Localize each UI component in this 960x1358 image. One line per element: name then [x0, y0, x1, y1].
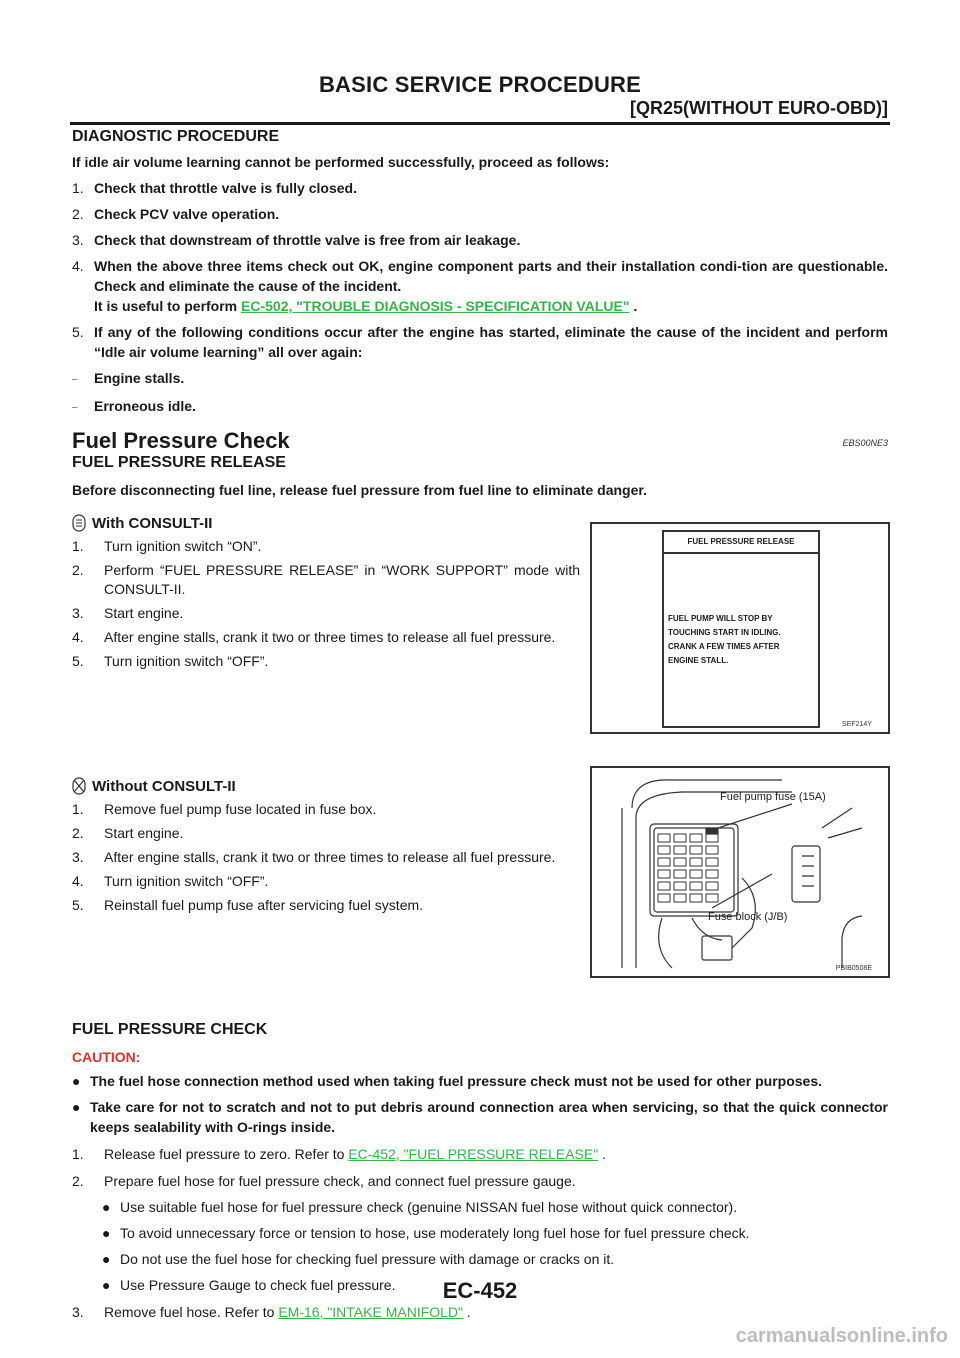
fuse-block-illustration [592, 768, 888, 976]
fuel-pressure-release-link[interactable]: EC-452, "FUEL PRESSURE RELEASE" [348, 1146, 599, 1162]
with-consult-step: 3. Start engine. [72, 605, 184, 621]
diag-step: 2. Check PCV valve operation. [72, 206, 280, 222]
watermark: carmanualsonline.info [735, 1325, 948, 1347]
consult-screen [662, 530, 820, 728]
bullet-icon: ● [102, 1199, 111, 1215]
without-consult-step: 4. Turn ignition switch “OFF”. [72, 873, 269, 889]
caution-item: ● Take care for not to scratch and not to put debris around connection area when servicing, so that the quick connector keeps sealability with O-rings inside. [72, 1099, 888, 1135]
page-header-title: BASIC SERVICE PROCEDURE [318, 72, 642, 97]
hose-bullet: ● Do not use the fuel hose for checking fuel pressure with damage or cracks on it. [102, 1251, 615, 1267]
diag-step: 5. If any of the following conditions occur after the engine has started, eliminate the cause of the incident and perform “Idle air volume learning” all over again: [72, 324, 888, 360]
diag-step: 1. Check that throttle valve is fully closed. [72, 180, 357, 196]
diagnostic-intro: If idle air volume learning cannot be performed successfully, proceed as follows: [72, 154, 610, 170]
figure-code: SEF214Y [842, 721, 872, 728]
with-consult-step: 4. After engine stalls, crank it two or three times to release all fuel pressure. [72, 629, 556, 645]
dash-marker: – [72, 374, 78, 385]
fuse-block-label: Fuse block (J/B) [708, 911, 788, 923]
without-consult-step: 2. Start engine. [72, 825, 184, 841]
caution-label: CAUTION: [72, 1049, 141, 1065]
condition-item: – Erroneous idle. [72, 396, 888, 418]
trouble-diagnosis-link[interactable]: EC-502, "TROUBLE DIAGNOSIS - SPECIFICATION VALUE" [241, 298, 630, 314]
page-number: EC-452 [442, 1278, 518, 1303]
check-step: 3. Remove fuel hose. Refer to EM-16, "INTAKE MANIFOLD" . [72, 1304, 471, 1320]
without-consult-step: 3. After engine stalls, crank it two or three times to release all fuel pressure. [72, 849, 556, 865]
diagnostic-procedure-heading: DIAGNOSTIC PROCEDURE [72, 128, 280, 145]
fuel-pressure-check-heading-row [72, 428, 888, 454]
hose-bullet: ● To avoid unnecessary force or tension to hose, use moderately long fuel hose for fuel pressure check. [102, 1225, 750, 1241]
no-consult-tool-icon [72, 777, 86, 795]
reference-code: EBS00NE3 [842, 438, 888, 448]
bullet-icon: ● [72, 1073, 81, 1089]
bullet-icon: ● [102, 1277, 111, 1293]
caution-item: ● The fuel hose connection method used when taking fuel pressure check must not be used for other purposes. [72, 1073, 823, 1089]
consult-screen-message: FUEL PUMP WILL STOP BY TOUCHING START IN IDLING. CRANK A FEW TIMES AFTER ENGINE STALL. [668, 614, 781, 665]
fuse-block-figure [590, 766, 890, 978]
consult-tool-icon [72, 514, 86, 532]
without-consult-step: 1. Remove fuel pump fuse located in fuse box. [72, 801, 377, 817]
bullet-icon: ● [72, 1099, 81, 1115]
with-consult-step: 1. Turn ignition switch “ON”. [72, 538, 262, 554]
check-step: 1. Release fuel pressure to zero. Refer to EC-452, "FUEL PRESSURE RELEASE" . [72, 1146, 606, 1162]
figure-code: PBIB0508E [835, 965, 872, 972]
fuel-pressure-release-heading: FUEL PRESSURE RELEASE [72, 454, 286, 471]
with-consult-step: 2. Perform “FUEL PRESSURE RELEASE” in “WORK SUPPORT” mode with CONSULT-II. [72, 562, 580, 597]
fuel-pump-fuse-label: Fuel pump fuse (15A) [720, 791, 826, 803]
with-consult-heading: With CONSULT-II [72, 514, 888, 532]
diag-step: 4. When the above three items check out OK, engine component parts and their installation condi-tion are questionable. Check and eliminate the cause of the incident. It is useful to perform EC-502, "TROUBLE DIAGNOSIS - SPECIFICATION VALUE" . [72, 258, 888, 314]
check-step: 2. Prepare fuel hose for fuel pressure check, and connect fuel pressure gauge. [72, 1173, 576, 1189]
release-intro: Before disconnecting fuel line, release fuel pressure from fuel line to eliminate danger. [72, 482, 647, 498]
dash-marker: – [72, 402, 78, 413]
useful-prefix: It is useful to perform [94, 298, 242, 314]
consult-screen-figure [590, 522, 890, 734]
header-rule [70, 122, 890, 125]
bullet-icon: ● [102, 1251, 111, 1267]
hose-bullet: ● Use suitable fuel hose for fuel pressure check (genuine NISSAN fuel hose without quick connector). [102, 1199, 738, 1215]
without-consult-step: 5. Reinstall fuel pump fuse after servicing fuel system. [72, 897, 424, 913]
without-consult-heading: Without CONSULT-II [72, 777, 888, 795]
with-consult-step: 5. Turn ignition switch “OFF”. [72, 653, 269, 669]
fuel-pressure-check-subheading: FUEL PRESSURE CHECK [72, 1021, 268, 1038]
hose-bullet: ● Use Pressure Gauge to check fuel pressure. [102, 1277, 396, 1293]
page-header-subtitle: [QR25(WITHOUT EURO-OBD)] [630, 98, 888, 118]
consult-screen-title: FUEL PRESSURE RELEASE [664, 532, 818, 554]
intake-manifold-link[interactable]: EM-16, "INTAKE MANIFOLD" [278, 1304, 464, 1320]
bullet-icon: ● [102, 1225, 111, 1241]
fuel-pressure-check-heading: Fuel Pressure Check [72, 428, 290, 453]
condition-item: – Engine stalls. [72, 368, 888, 390]
diag-step: 3. Check that downstream of throttle valve is free from air leakage. [72, 232, 521, 248]
